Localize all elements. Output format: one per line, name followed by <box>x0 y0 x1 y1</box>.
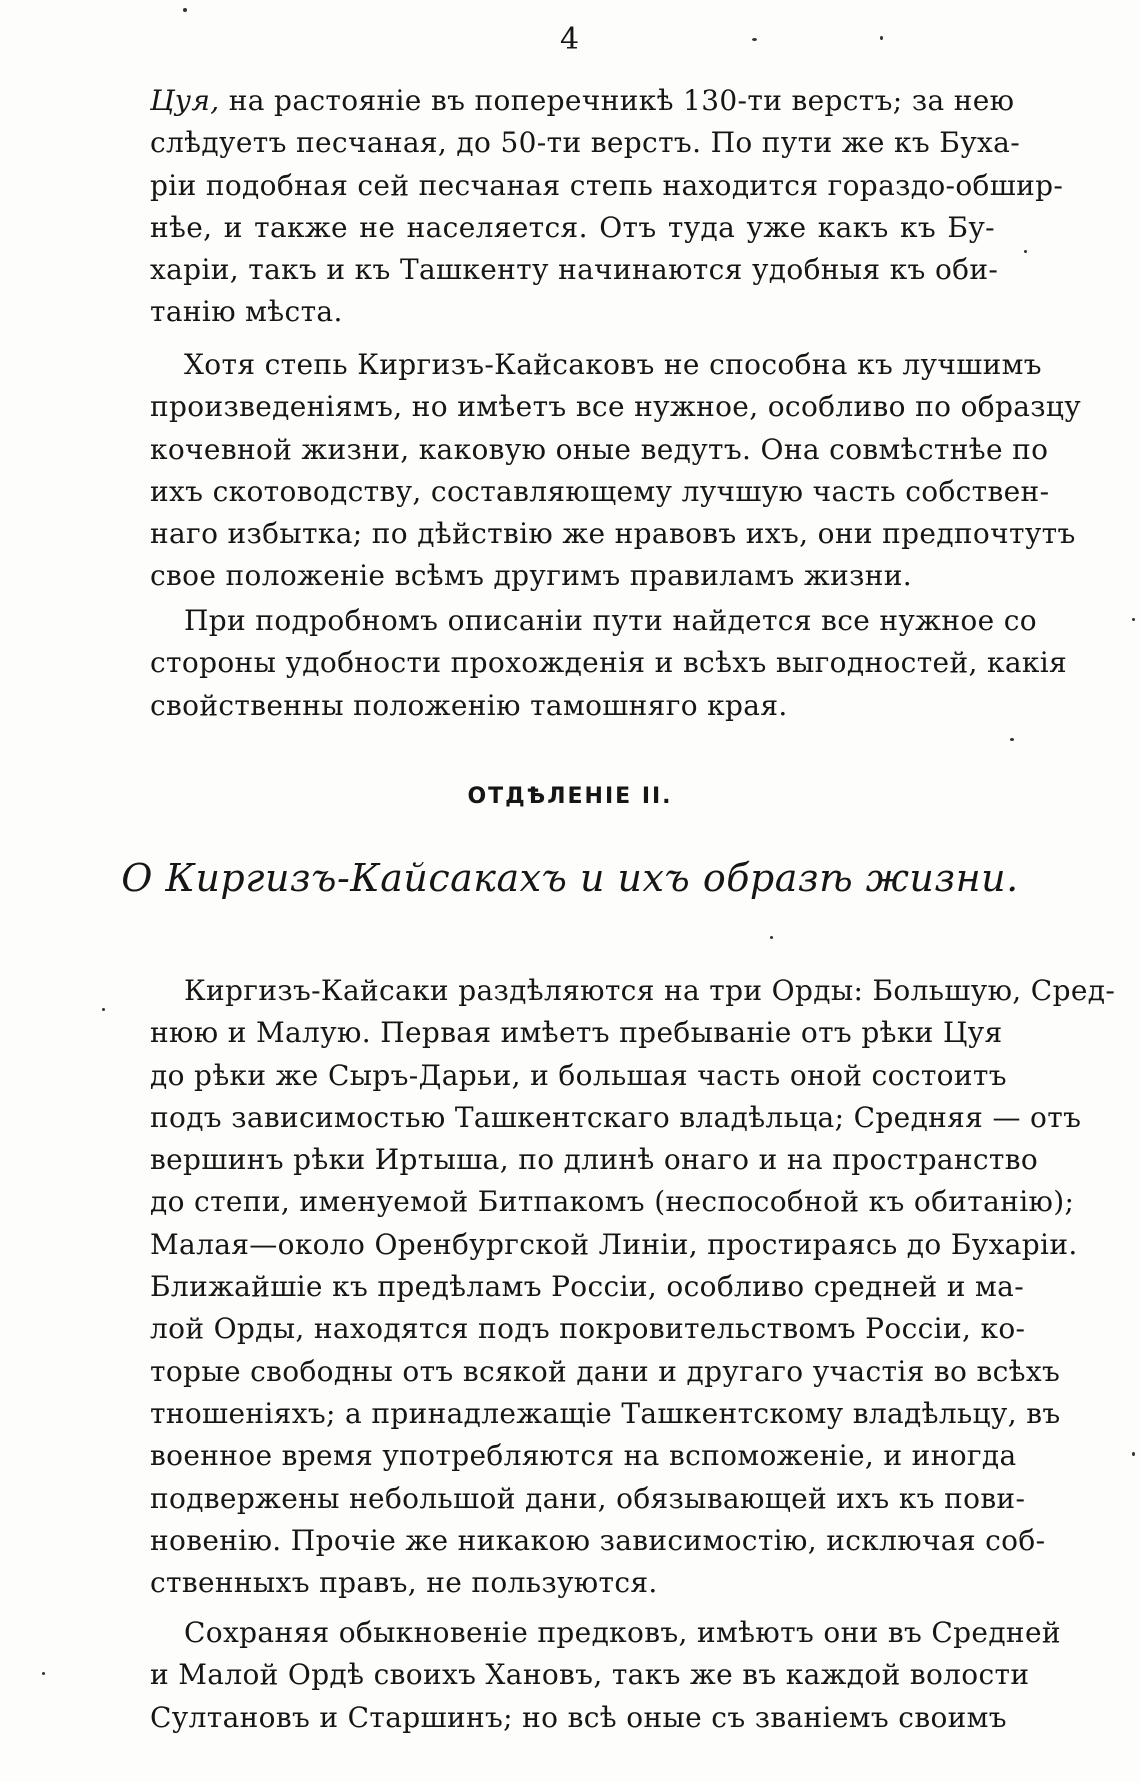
page-number: 4 <box>559 22 581 57</box>
paragraph-3 <box>150 600 1068 727</box>
paragraph-1 <box>150 80 1064 334</box>
text-line: ихъ скотоводству, составляющему лучшую часть собствен- <box>150 474 1050 508</box>
scan-speck <box>1024 250 1027 253</box>
text-line: наго избытка; по дѣйствію же нравовъ ихъ, они предпочтутъ <box>150 517 1076 551</box>
text-line: лой Орды, находятся подъ покровительствомъ Россіи, ко- <box>150 1312 1026 1346</box>
scan-speck <box>42 1672 45 1675</box>
scan-speck <box>752 38 757 41</box>
text-line: Малая—около Оренбургской Линіи, простираясь до Бухаріи. <box>150 1227 1078 1261</box>
text-line: подъ зависимостью Ташкентскаго владѣльца; Средняя — отъ <box>150 1100 1082 1134</box>
text-line: торые свободны отъ всякой дани и другаго участія во всѣхъ <box>150 1354 1061 1388</box>
text-line: новенію. Прочіе же никакою зависимостію, исключая соб- <box>150 1523 1046 1557</box>
text-line: харіи, такъ и къ Ташкенту начинаются удобныя къ оби- <box>150 253 999 287</box>
text-run: на растояніе въ поперечникѣ 130-ти верстъ; за нею <box>219 84 1015 117</box>
text-line: нюю и Малую. Первая имѣетъ пребываніе отъ рѣки Цуя <box>150 1016 1003 1050</box>
scan-speck <box>1132 618 1135 621</box>
text-line: ріи подобная сей песчаная степь находится гораздо-обшир- <box>150 168 1064 202</box>
text-line: Хотя степь Киргизъ-Кайсаковъ не способна къ лучшимъ <box>184 348 1042 381</box>
text-line: вершинъ рѣки Иртыша, по длинѣ онаго и на пространство <box>150 1143 1039 1177</box>
text-line: тношеніяхъ; а принадлежащіе Ташкентскому владѣльцу, въ <box>150 1396 1061 1430</box>
text-line: При подробномъ описаніи пути найдется все нужное со <box>184 604 1037 637</box>
text-line <box>150 80 1015 122</box>
text-line: свое положеніе всѣмъ другимъ правиламъ жизни. <box>150 559 912 593</box>
text-line: Султановъ и Старшинъ; но всѣ оные съ званіемъ своимъ <box>150 1700 1007 1734</box>
text-line: произведеніямъ, но имѣетъ все нужное, особливо по образцу <box>150 390 1082 424</box>
paragraph-4 <box>150 970 1116 1604</box>
paragraph-5 <box>150 1612 1061 1739</box>
text-line: Сохраняя обыкновеніе предковъ, имѣютъ они въ Средней <box>184 1616 1061 1649</box>
text-line: до рѣки же Сыръ-Дарьи, и большая часть оной состоитъ <box>150 1058 1007 1092</box>
section-title: О Киргизъ-Кайсакахъ и ихъ образѣ жизни. <box>121 856 1019 900</box>
text-line: подвержены небольшой дани, обязывающей ихъ къ пови- <box>150 1481 1026 1515</box>
text-line: кочевной жизни, каковую оные ведутъ. Она совмѣстнѣе по <box>150 432 1049 466</box>
text-line: Киргизъ-Кайсаки раздѣляются на три Орды: Большую, Сред- <box>184 974 1116 1007</box>
scan-speck <box>183 8 187 12</box>
text-line: свойственны положенію тамошняго края. <box>150 688 788 722</box>
text-line: слѣдуетъ песчаная, до 50-ти верстъ. По пути же къ Буха- <box>150 126 1021 160</box>
scan-speck <box>102 1008 105 1011</box>
text-line: ственныхъ правъ, не пользуются. <box>150 1566 658 1600</box>
italic-word: Цуя, <box>150 84 220 117</box>
text-line: танію мѣста. <box>150 295 343 329</box>
text-line: нѣе, и также не населяется. Отъ туда уже какъ къ Бу- <box>150 210 995 244</box>
scan-speck <box>770 936 773 939</box>
scan-speck <box>1132 1452 1135 1456</box>
scan-speck <box>880 36 883 40</box>
text-line: до степи, именуемой Битпакомъ (неспособной къ обитанію); <box>150 1185 1075 1219</box>
scan-speck <box>1010 738 1014 741</box>
text-line: военное время употребляются на вспоможеніе, и иногда <box>150 1439 1017 1473</box>
text-line: Ближайшіе къ предѣламъ Россіи, особливо средней и ма- <box>150 1270 1025 1304</box>
text-line: и Малой Ордѣ своихъ Хановъ, такъ же въ каждой волости <box>150 1658 1030 1692</box>
text-line: стороны удобности прохожденія и всѣхъ выгодностей, какія <box>150 646 1068 680</box>
paragraph-2 <box>150 344 1082 598</box>
section-label: ОТДѢЛЕНІЕ II. <box>467 784 673 809</box>
